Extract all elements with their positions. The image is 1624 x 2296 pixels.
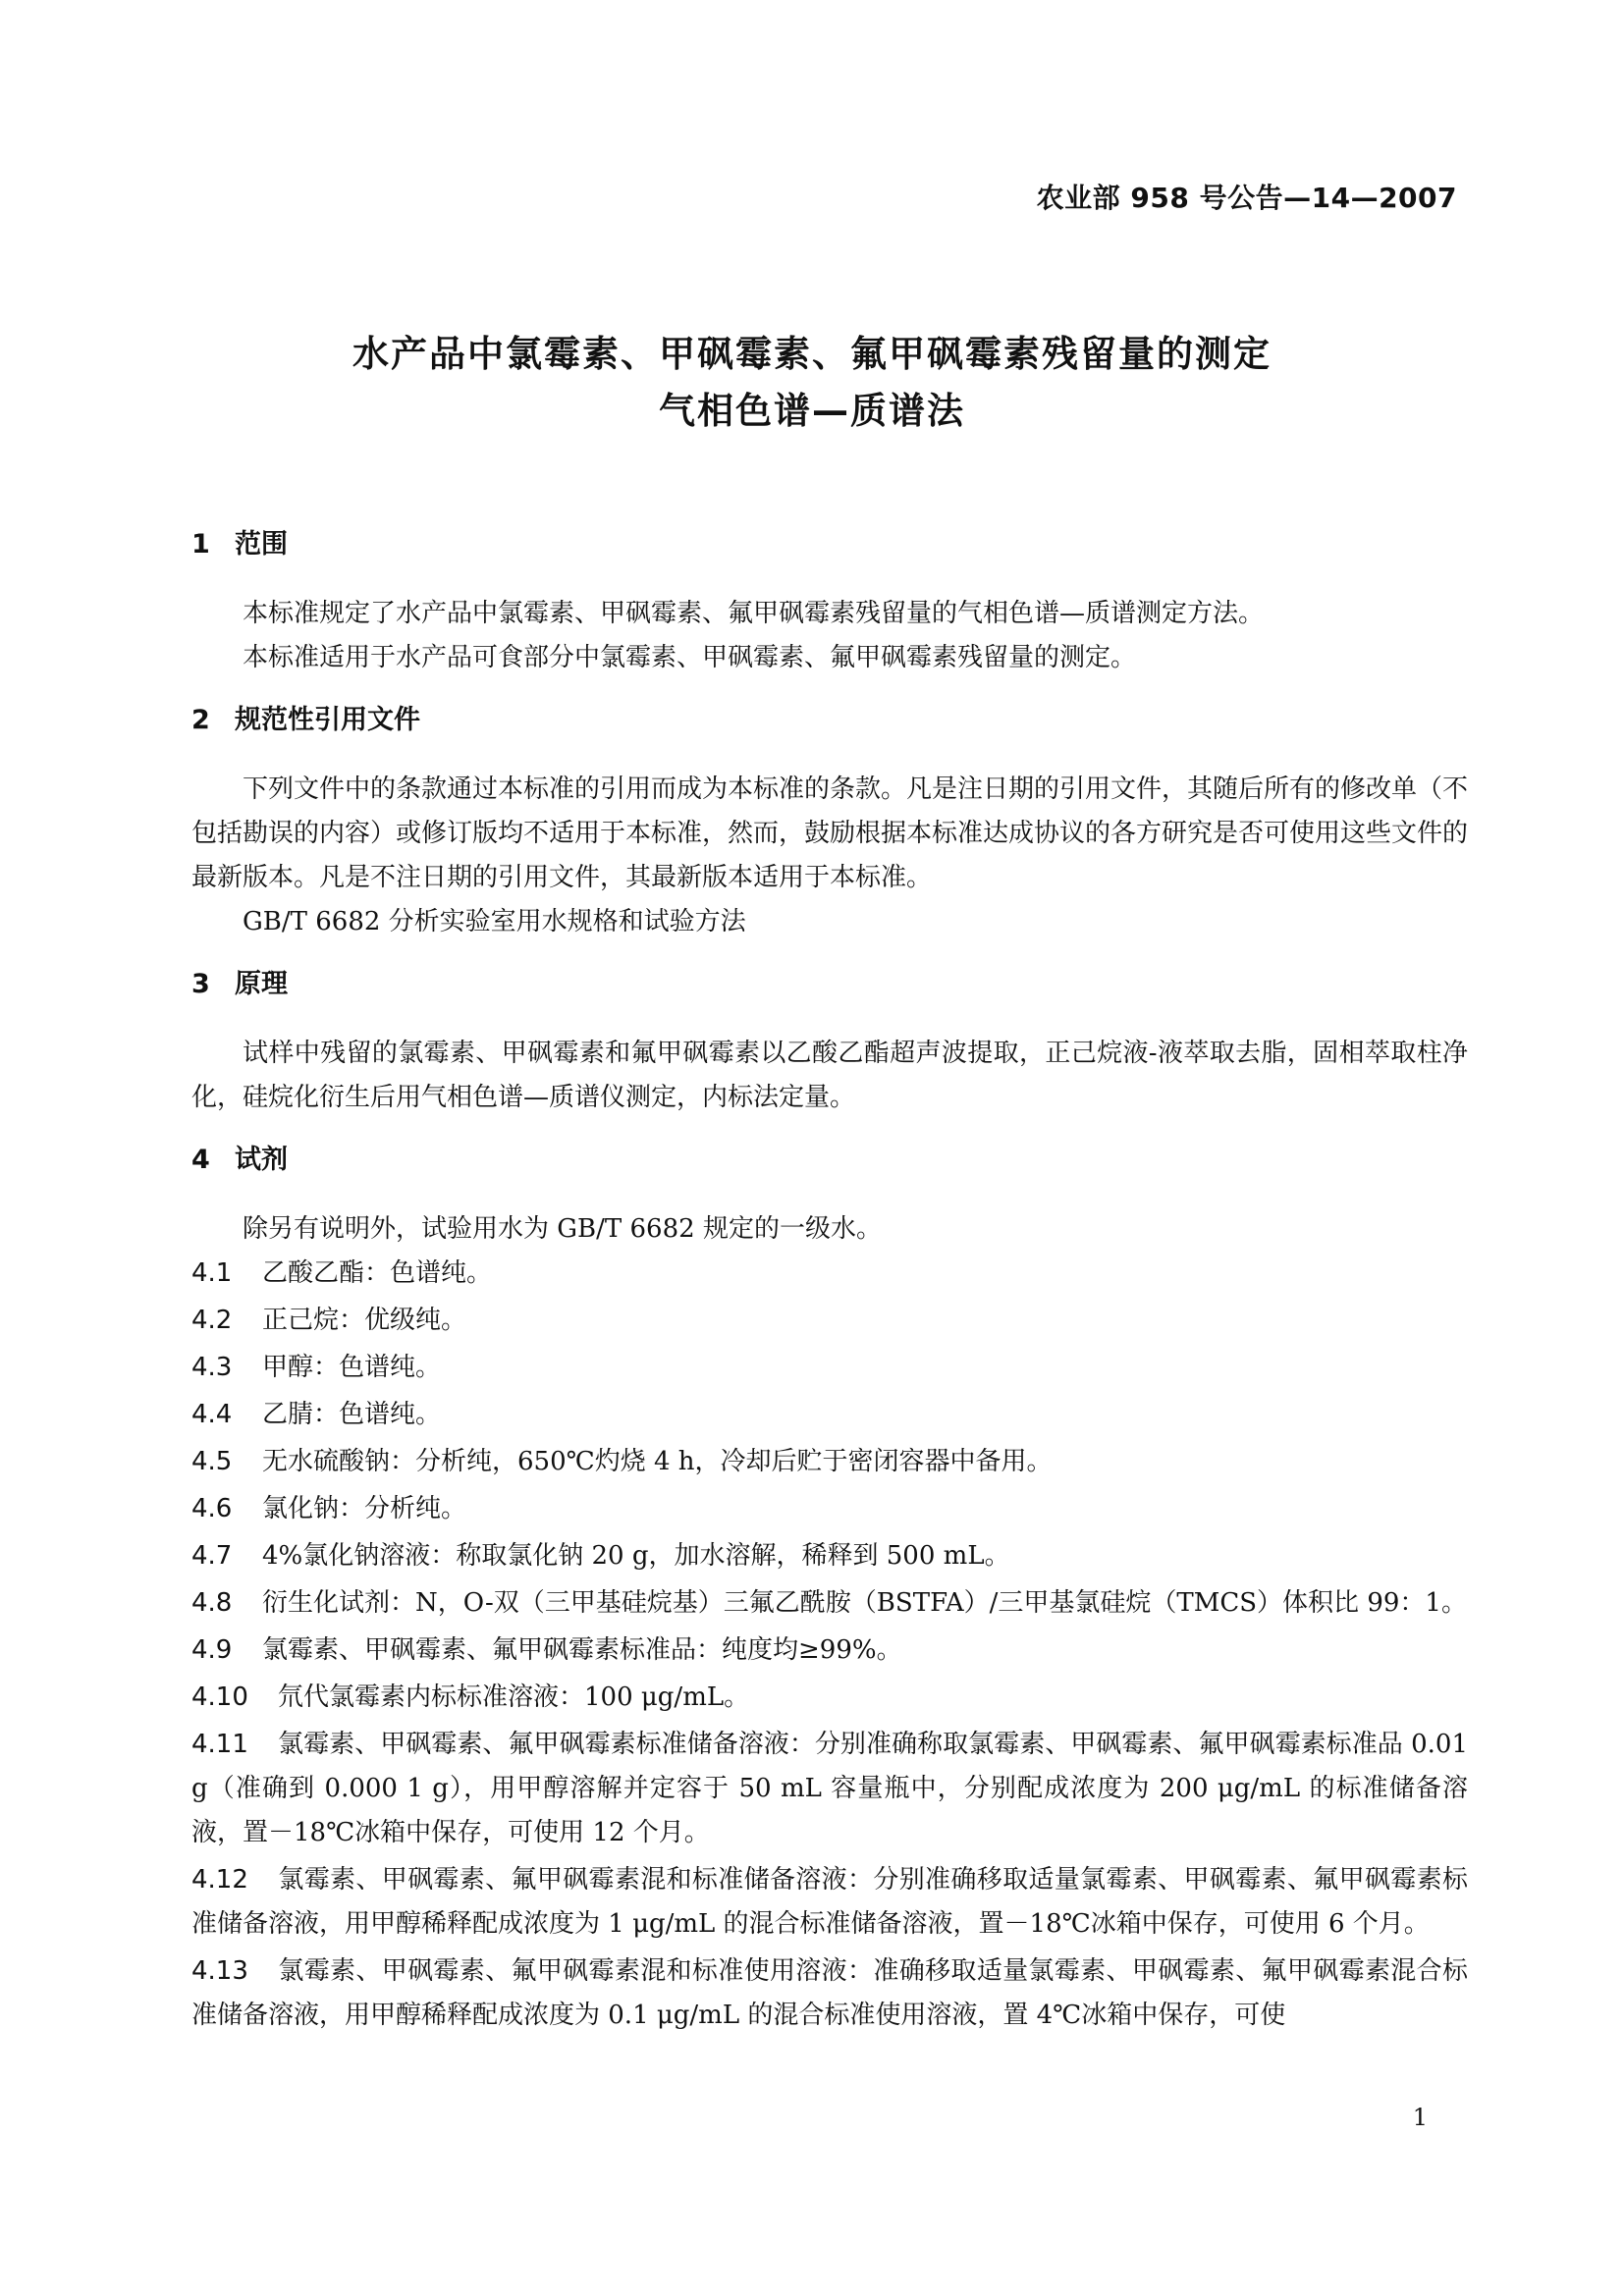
item-number: 4.8 [191,1588,233,1618]
section-number: 3 [191,969,210,999]
section-heading-scope [191,522,1468,566]
paragraph: 下列文件中的条款通过本标准的引用而成为本标准的条款。凡是注日期的引用文件，其随后所有的修改单（不包括勘误的内容）或修订版均不适用于本标准，然而，鼓励根据本标准达成协议的各方研究是否可使用这些文件的最新版本。凡是不注日期的引用文件，其最新版本适用于本标准。 [191,774,1469,892]
item-number: 4.1 [191,1258,233,1288]
item-text: 衍生化试剂：N，O-双（三甲基硅烷基）三氟乙酰胺（BSTFA）/三甲基氯硅烷（TMCS）体积比 99：1。 [262,1588,1467,1618]
reagent-item [191,1346,1468,1390]
paragraph: 本标准规定了水产品中氯霉素、甲砜霉素、氟甲砜霉素残留量的气相色谱—质谱测定方法。 [243,599,1265,628]
item-text: 乙腈：色谱纯。 [262,1400,442,1429]
item-text: 4%氯化钠溶液：称取氯化钠 20 g，加水溶解，稀释到 500 mL。 [262,1541,1010,1571]
reagent-item [191,1440,1468,1484]
page-number: 1 [1412,2104,1428,2131]
paragraph: 试样中残留的氯霉素、甲砜霉素和氟甲砜霉素以乙酸乙酯超声波提取，正己烷液-液萃取去脂，固相萃取柱净化，硅烷化衍生后用气相色谱—质谱仪测定，内标法定量。 [191,1039,1468,1112]
section-title: 规范性引用文件 [235,705,420,735]
reagent-item [191,1723,1468,1855]
section-heading-principle [191,962,1468,1006]
section-title: 范围 [235,529,288,560]
reagent-item [191,1858,1468,1947]
reagent-item [191,1534,1468,1578]
item-text: 正己烷：优级纯。 [262,1306,467,1335]
document-body [191,522,1468,2041]
item-number: 4.5 [191,1447,233,1476]
reagent-item [191,1252,1468,1296]
item-number: 4.13 [191,1956,248,1986]
item-text: 乙酸乙酯：色谱纯。 [262,1258,493,1288]
item-text: 甲醇：色谱纯。 [262,1353,442,1382]
reagent-item [191,1949,1468,2038]
paragraph: 本标准适用于水产品可食部分中氯霉素、甲砜霉素、氟甲砜霉素残留量的测定。 [243,643,1137,672]
item-text: 氯霉素、甲砜霉素、氟甲砜霉素混和标准使用溶液：准确移取适量氯霉素、甲砜霉素、氟甲砜霉素混合标准储备溶液，用甲醇稀释配成浓度为 0.1 μg/mL 的混合标准使用溶液，置 4℃冰箱中保存，可使 [191,1956,1468,2030]
item-text: 氯霉素、甲砜霉素、氟甲砜霉素混和标准储备溶液：分别准确移取适量氯霉素、甲砜霉素、氟甲砜霉素标准储备溶液，用甲醇稀释配成浓度为 1 μg/mL 的混合标准储备溶液，置－18℃冰箱中保存，可使用 6 个月。 [191,1865,1468,1939]
document-title: 水产品中氯霉素、甲砜霉素、氟甲砜霉素残留量的测定 [352,333,1272,375]
item-number: 4.11 [191,1730,248,1759]
item-number: 4.9 [191,1635,233,1665]
section-number: 2 [191,705,210,735]
reagent-item [191,1629,1468,1673]
section-heading-normative-references [191,698,1468,742]
reagent-item [191,1299,1468,1343]
item-number: 4.3 [191,1353,233,1382]
paragraph: 除另有说明外，试验用水为 GB/T 6682 规定的一级水。 [243,1214,882,1244]
reagent-item [191,1393,1468,1437]
reagent-item [191,1487,1468,1531]
reference-entry: GB/T 6682 分析实验室用水规格和试验方法 [243,907,746,936]
document-subtitle: 气相色谱—质谱法 [659,390,965,432]
item-number: 4.12 [191,1865,248,1895]
item-text: 氯化钠：分析纯。 [262,1494,467,1523]
standard-code: 农业部 958 号公告—14—2007 [1036,182,1457,214]
item-number: 4.4 [191,1400,233,1429]
section-number: 1 [191,529,210,560]
section-title: 原理 [235,969,288,999]
item-text: 氯霉素、甲砜霉素、氟甲砜霉素标准品：纯度均≥99%。 [262,1635,902,1665]
reagent-item [191,1581,1468,1626]
item-number: 4.2 [191,1306,233,1335]
item-number: 4.7 [191,1541,233,1571]
section-title: 试剂 [235,1145,288,1175]
item-number: 4.6 [191,1494,233,1523]
item-text: 无水硫酸钠：分析纯，650℃灼烧 4 h，冷却后贮于密闭容器中备用。 [262,1447,1053,1476]
item-text: 氘代氯霉素内标标准溶液：100 μg/mL。 [278,1682,750,1712]
section-heading-reagents [191,1138,1468,1182]
item-text: 氯霉素、甲砜霉素、氟甲砜霉素标准储备溶液：分别准确称取氯霉素、甲砜霉素、氟甲砜霉素标准品 0.01 g（准确到 0.000 1 g），用甲醇溶解并定容于 50 mL 容量瓶中，分别配成浓度为 200 μg/mL 的标准储备溶液，置－18℃冰箱中保存，可使用 12 个月。 [191,1730,1468,1847]
item-number: 4.10 [191,1682,248,1712]
section-number: 4 [191,1145,210,1175]
reagent-item [191,1676,1468,1720]
